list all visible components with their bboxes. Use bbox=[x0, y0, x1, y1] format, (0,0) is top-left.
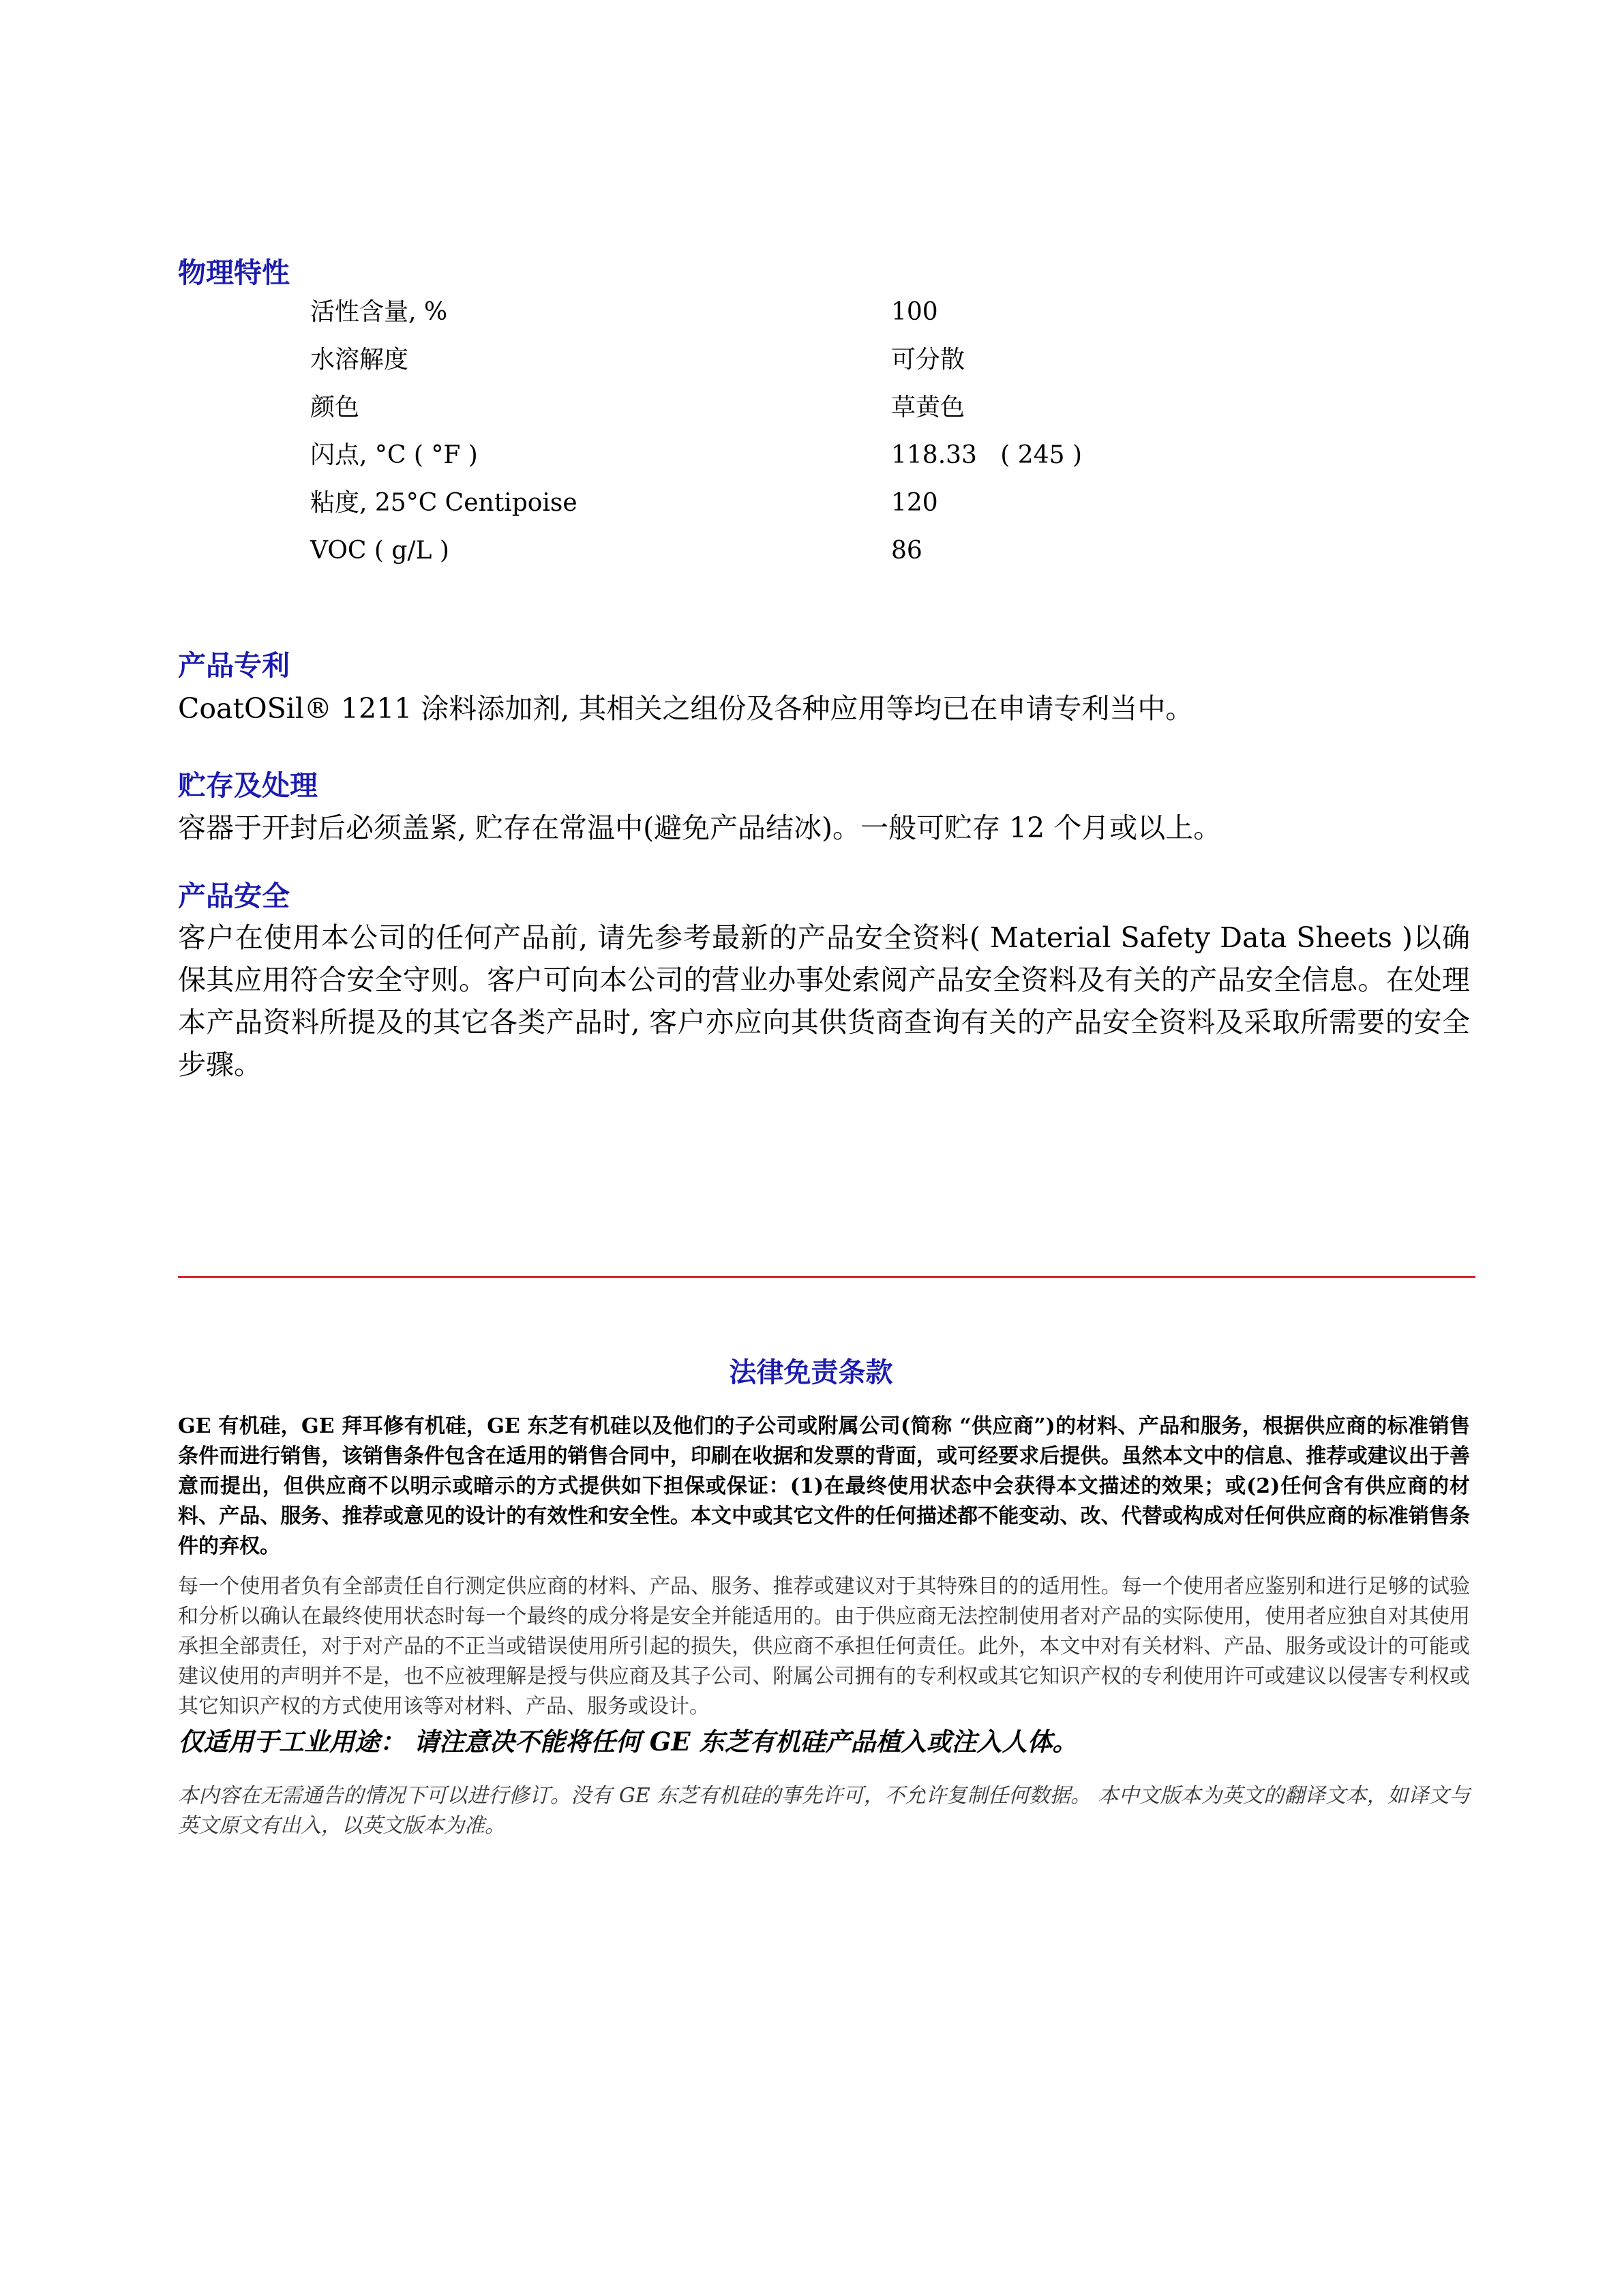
property-label-flash-point: 闪点, °C ( °F ) bbox=[310, 441, 478, 469]
property-value-active-content: 100 bbox=[891, 298, 938, 326]
legal-bold-paragraph: GE 有机硅，GE 拜耳修有机硅，GE 东芝有机硅以及他们的子公司或附属公司(简称 “供应商”)的材料、产品和服务，根据供应商的标准销售条件而进行销售，该销售条件包含在适用的销售合同中，印刷在收据和发票的背面，或可经要求后提供。虽然本文中的信息、推荐或建议出于善意而提出，但供应商不以明示或暗示的方式提供如下担保或保证：(1)在最终使用状态中会获得本文描述的效果；或(2)任何含有供应商的材料、产品、服务、推荐或意见的设计的有效性和安全性。本文中或其它文件的任何描述都不能变动、改、代替或构成对任何供应商的标准销售条件的弃权。 bbox=[178, 1414, 1470, 1558]
safety-heading: 产品安全 bbox=[178, 880, 290, 912]
property-value-water-solubility: 可分散 bbox=[891, 346, 965, 374]
industrial-use-warning: 仅适用于工业用途： 请注意决不能将任何 GE 东芝有机硅产品植入或注入人体。 bbox=[178, 1727, 1078, 1757]
storage-heading: 贮存及处理 bbox=[178, 769, 318, 802]
property-value-color: 草黄色 bbox=[891, 393, 965, 421]
physical-properties-heading: 物理特性 bbox=[178, 256, 290, 289]
property-value-voc: 86 bbox=[891, 537, 922, 565]
property-value-viscosity: 120 bbox=[891, 489, 938, 517]
property-value-flash-point: 118.33 ( 245 ) bbox=[891, 441, 1082, 469]
legal-responsibility-paragraph: 每一个使用者负有全部责任自行测定供应商的材料、产品、服务、推荐或建议对于其特殊目的的适用性。每一个使用者应鉴别和进行足够的试验和分析以确认在最终使用状态时每一个最终的成分将是安全并能适用的。由于供应商无法控制使用者对产品的实际使用，使用者应独自对其使用承担全部责任，对于对产品的不正当或错误使用所引起的损失，供应商不承担任何责任。此外，本文中对有关材料、产品、服务或设计的可能或建议使用的声明并不是，也不应被理解是授与供应商及其子公司、附属公司拥有的专利权或其它知识产权的专利使用许可或建议以侵害专利权或其它知识产权的方式使用该等对材料、产品、服务或设计。 bbox=[178, 1575, 1470, 1718]
section-divider bbox=[178, 1276, 1475, 1278]
legal-disclaimer-title: 法律免责条款 bbox=[729, 1356, 893, 1388]
safety-text: 客户在使用本公司的任何产品前, 请先参考最新的产品安全资料( Material Safety Data Sheets )以确保其应用符合安全守则。客户可向本公司的营业办事处索阅产品安全资料及有关的产品安全信息。在处理本产品资料所提及的其它各类产品时, 客户亦应向其供货商查询有关的产品安全资料及采取所需要的安全步骤。 bbox=[178, 921, 1470, 1081]
property-label-voc: VOC ( g/L ) bbox=[310, 537, 449, 565]
property-label-active-content: 活性含量, % bbox=[310, 298, 448, 326]
translation-note: 本内容在无需通告的情况下可以进行修订。没有 GE 东芝有机硅的事先许可，不允许复制任何数据。 本中文版本为英文的翻译文本，如译文与英文原文有出入，以英文版本为准。 bbox=[178, 1784, 1470, 1838]
property-label-water-solubility: 水溶解度 bbox=[310, 346, 409, 374]
patent-text: CoatOSil® 1211 涂料添加剂, 其相关之组份及各种应用等均已在申请专利当中。 bbox=[178, 692, 1194, 725]
property-label-viscosity: 粘度, 25°C Centipoise bbox=[310, 489, 577, 517]
property-label-color: 颜色 bbox=[310, 393, 360, 421]
storage-text: 容器于开封后必须盖紧, 贮存在常温中(避免产品结冰)。一般可贮存 12 个月或以上。 bbox=[178, 811, 1222, 844]
patent-heading: 产品专利 bbox=[178, 649, 290, 682]
